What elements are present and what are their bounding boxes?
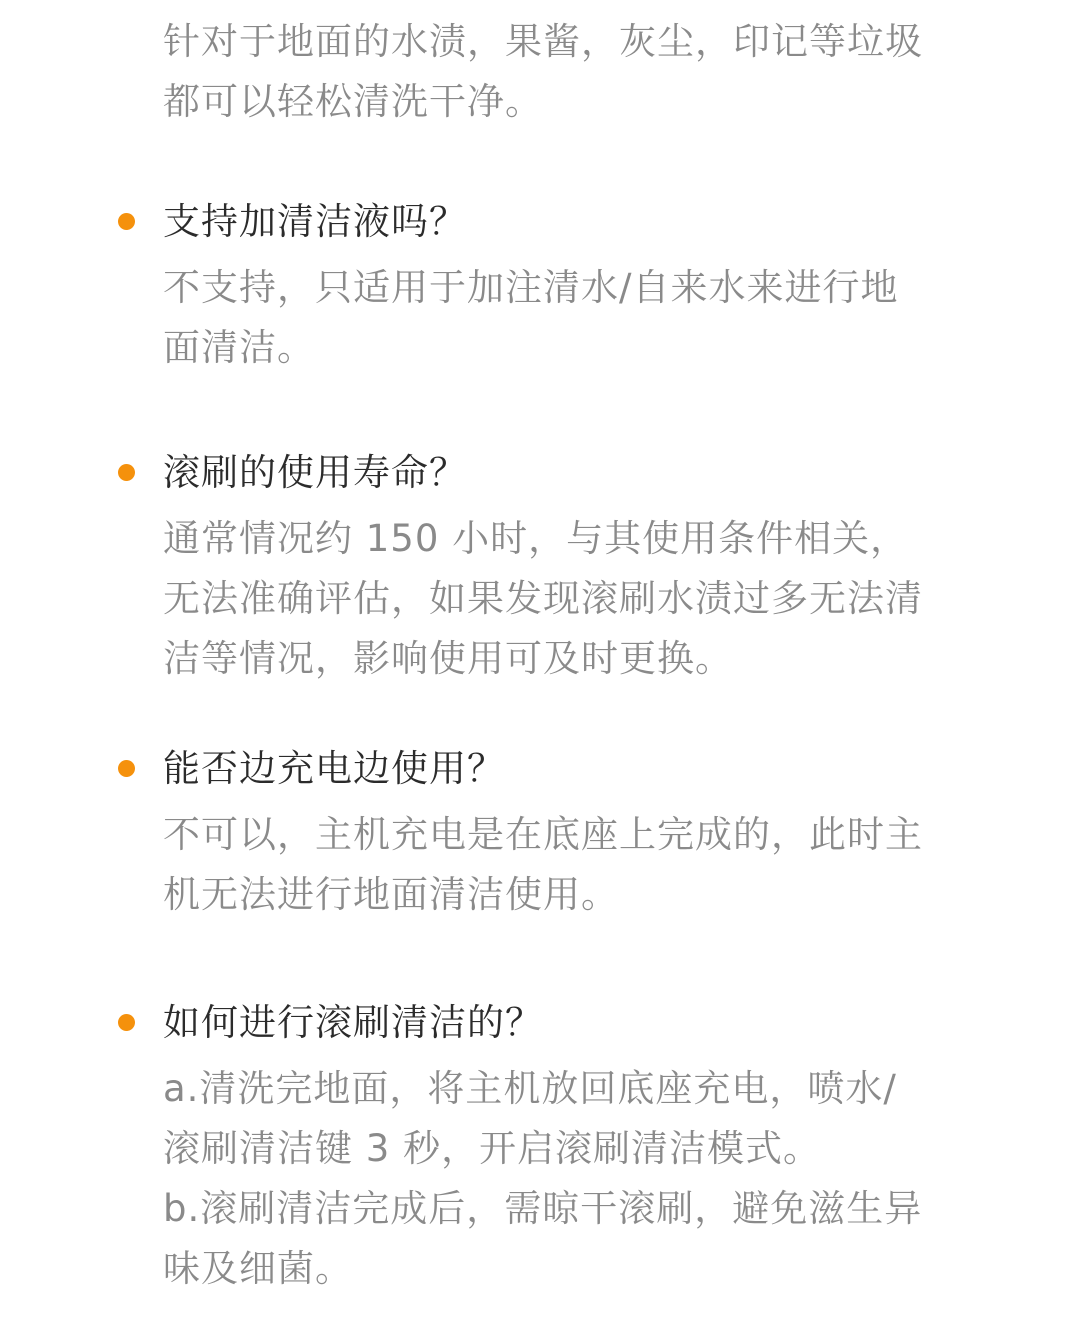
orange-bullet-icon: [118, 1014, 135, 1031]
intro-answer-text: 针对于地面的水渍，果酱，灰尘，印记等垃圾 都可以轻松清洗干净。: [163, 20, 923, 123]
faq-question: 能否边充电边使用？: [163, 747, 505, 790]
orange-bullet-icon: [118, 213, 135, 230]
faq-answer: 通常情况约 150 小时，与其使用条件相关， 无法准确评估，如果发现滚刷水渍过多无法清 洁等情况，影响使用可及时更换。: [163, 517, 923, 680]
orange-bullet-icon: [118, 464, 135, 481]
orange-bullet-icon: [118, 760, 135, 777]
faq-answer: 不支持，只适用于加注清水/自来水来进行地 面清洁。: [163, 266, 899, 369]
faq-answer: a.清洗完地面，将主机放回底座充电，喷水/ 滚刷清洁键 3 秒，开启滚刷清洁模式。 b.滚刷清洁完成后，需晾干滚刷，避免滋生异 味及细菌。: [163, 1067, 923, 1290]
faq-question: 如何进行滚刷清洁的？: [163, 1001, 543, 1044]
faq-answer: 不可以，主机充电是在底座上完成的，此时主 机无法进行地面清洁使用。: [163, 813, 923, 916]
faq-question: 支持加清洁液吗？: [163, 200, 467, 243]
faq-question: 滚刷的使用寿命？: [163, 451, 467, 494]
